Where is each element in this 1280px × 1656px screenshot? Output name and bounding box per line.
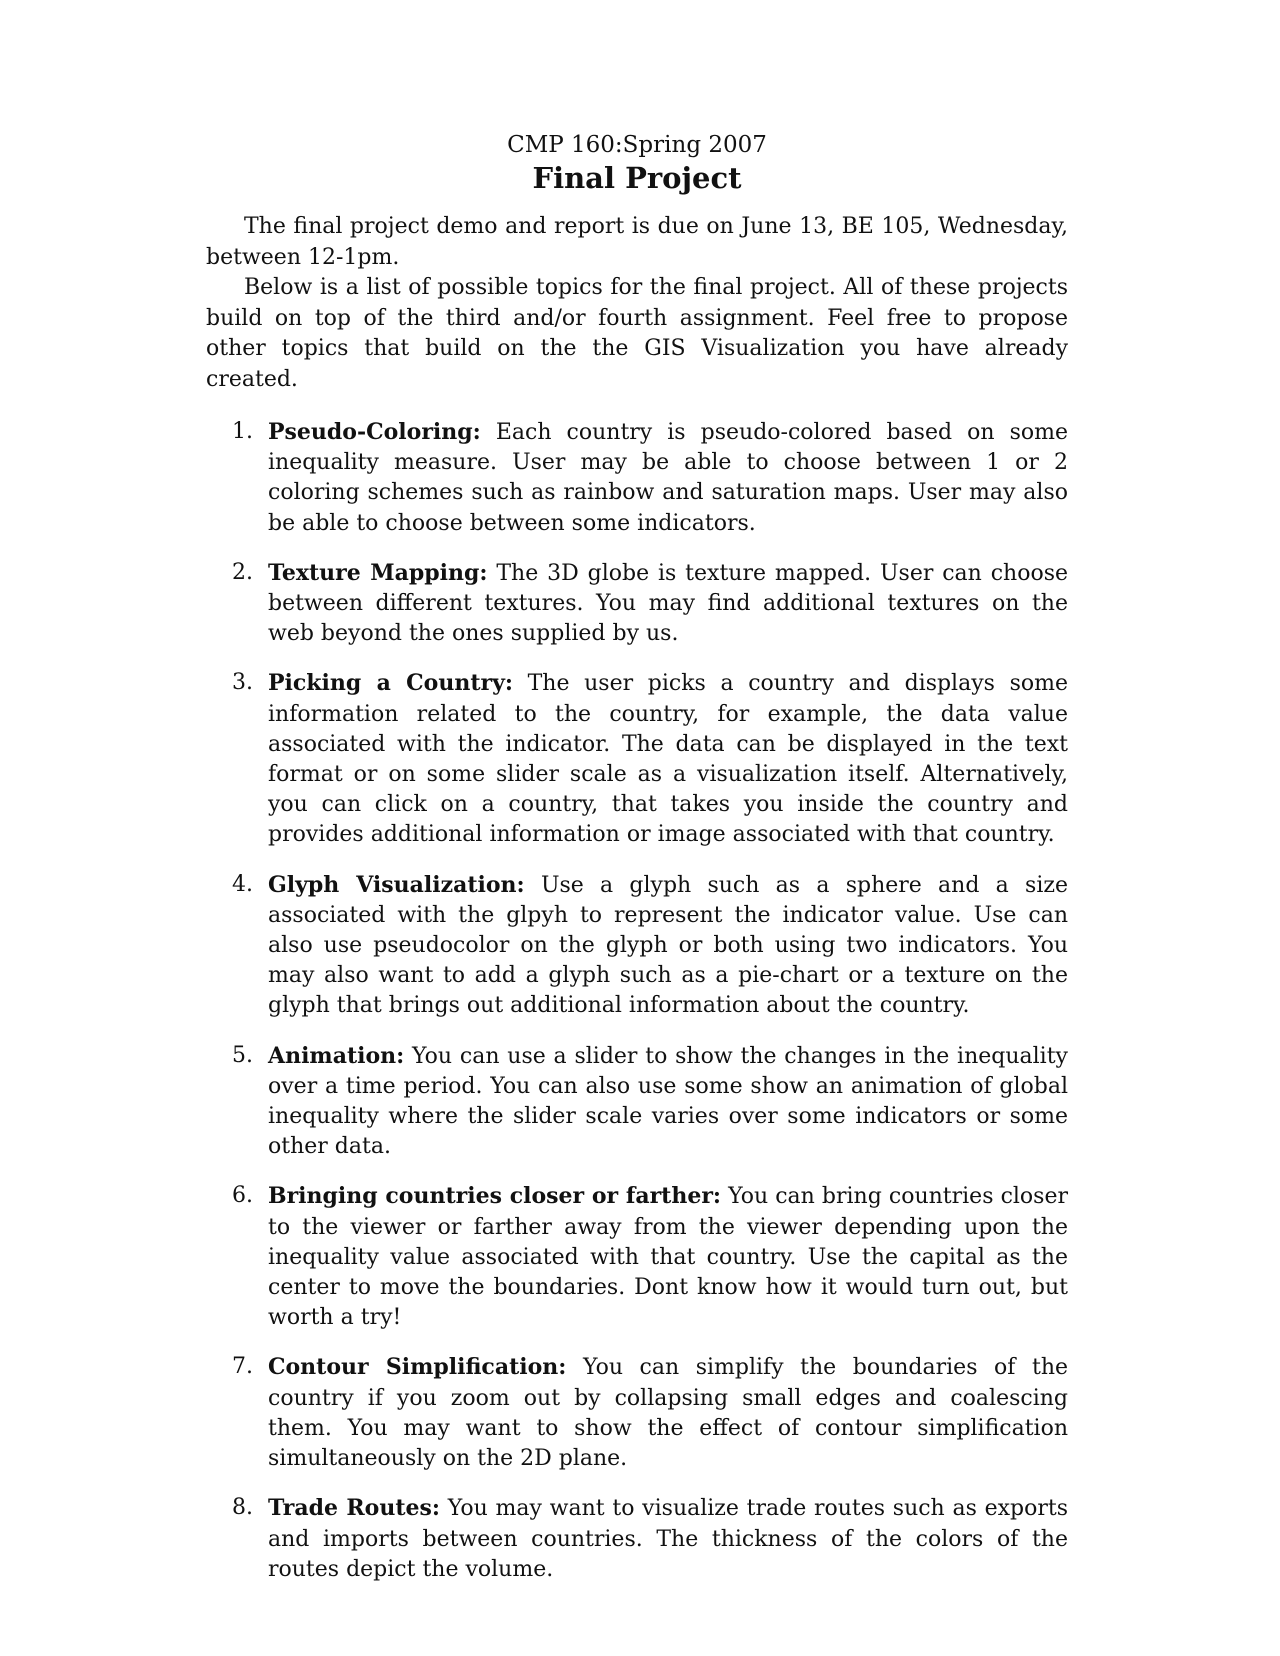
topic-number: 2.: [232, 559, 253, 585]
topic-list: [206, 417, 1068, 1585]
topic-item-bringing-countries: [206, 1181, 1068, 1333]
topic-item-glyph-visualization: [206, 870, 1068, 1022]
topic-item-picking-a-country: [206, 668, 1068, 850]
intro-paragraph-topics: Below is a list of possible topics for the final project. All of these projects build on top of the third and/or fourth assignment. Feel free to propose other topics that build on the the GIS Visualization you have already created.: [206, 275, 1068, 392]
document-title: Final Project: [532, 161, 742, 195]
topic-term: Animation:: [268, 1042, 405, 1069]
document-page: [206, 130, 1068, 1604]
topic-number: 7.: [232, 1354, 253, 1380]
topic-description: You can simplify the boundaries of the country if you zoom out by collapsing small edges and coalescing them. You may want to show the effect of contour simplification simultaneously on the 2D plane.: [268, 1355, 1069, 1472]
topic-term: Contour Simplification:: [268, 1354, 567, 1381]
topic-number: 5.: [232, 1042, 253, 1068]
topic-term: Bringing countries closer or farther:: [268, 1183, 722, 1210]
topic-description: Each country is pseudo-colored based on some inequality measure. User may be able to choose between 1 or 2 coloring schemes such as rainbow and saturation maps. User may also be able to choose between some indicators.: [268, 420, 1068, 536]
document-header: [206, 130, 1068, 196]
topic-item-contour-simplification: [206, 1352, 1068, 1474]
intro-paragraph-due-date: The final project demo and report is due on June 13, BE 105, Wednesday, between 12-1pm.: [206, 214, 1068, 270]
topic-description: You can bring countries closer to the viewer or farther away from the viewer depending upon the inequality value associated with that country. Use the capital as the center to move the boundaries. Dont know how it would turn out, but worth a try!: [268, 1184, 1069, 1331]
topic-term: Picking a Country:: [268, 670, 513, 697]
topic-term: Trade Routes:: [268, 1495, 441, 1522]
topic-number: 6.: [232, 1183, 253, 1209]
topic-number: 4.: [232, 871, 253, 897]
topic-item-texture-mapping: [206, 558, 1068, 650]
topic-description: Use a glyph such as a sphere and a size associated with the glpyh to represent the indicator value. Use can also use pseudocolor on the glyph or both using two indicators. You may also want to add a glyph such as a pie-chart or a texture on the glyph that brings out additional information about the country.: [268, 872, 1068, 1019]
topic-item-animation: [206, 1041, 1068, 1163]
topic-term: Glyph Visualization:: [268, 871, 525, 898]
topic-description: You can use a slider to show the changes in the inequality over a time period. You can also use some show an animation of global inequality where the slider scale varies over some indicators or some other data.: [268, 1043, 1068, 1160]
topic-number: 3.: [232, 670, 253, 696]
topic-item-trade-routes: [206, 1493, 1068, 1585]
topic-term: Pseudo-Coloring:: [268, 419, 481, 445]
course-heading: CMP 160:Spring 2007: [507, 132, 767, 158]
topic-description: You may want to visualize trade routes such as exports and imports between countries. The thickness of the colors of the routes depict the volume.: [268, 1496, 1069, 1582]
topic-description: The 3D globe is texture mapped. User can choose between different textures. You may find additional textures on the web beyond the ones supplied by us.: [268, 560, 1069, 647]
topic-item-pseudo-coloring: [206, 417, 1068, 539]
topic-number: 8.: [232, 1495, 253, 1521]
topic-description: The user picks a country and displays some information related to the country, for example, the data value associated with the indicator. The data can be displayed in the text format or on some slider scale as a visualization itself. Alternatively, you can click on a country, that takes you inside the country and provides additional information or image associated with that country.: [268, 671, 1068, 848]
topic-number: 1.: [232, 419, 253, 444]
topic-term: Texture Mapping:: [268, 559, 488, 586]
